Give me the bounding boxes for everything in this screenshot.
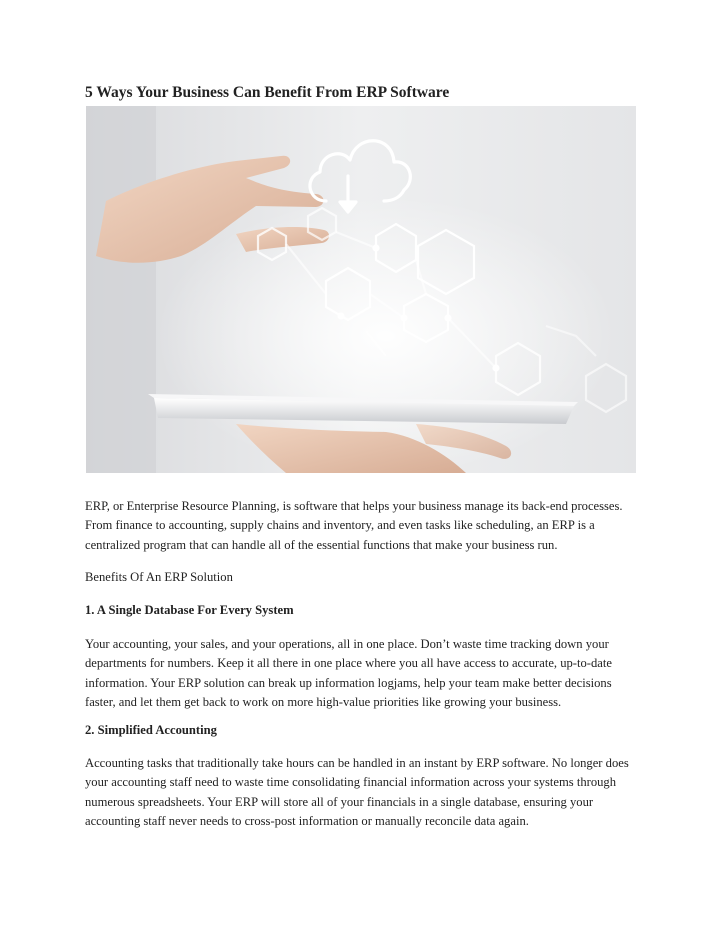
hero-image <box>86 106 636 473</box>
section-heading: 2. Simplified Accounting <box>85 723 217 737</box>
section-heading: 1. A Single Database For Every System <box>85 603 294 617</box>
benefits-heading: Benefits Of An ERP Solution <box>85 570 233 584</box>
document-title: 5 Ways Your Business Can Benefit From ERP Software <box>85 84 450 101</box>
section-body: Your accounting, your sales, and your operations, all in one place. Don’t waste time tracking down your departments for numbers. Keep it all there in one place where you all have access to accurate, up-to-date information. Your ERP solution can break up information logjams, help your team make better decisions faster, and let them get back to work on more high-value priorities like growing your business. <box>85 637 612 710</box>
intro-paragraph: ERP, or Enterprise Resource Planning, is software that helps your business manage its back-end processes. From finance to accounting, supply chains and inventory, and even tasks like scheduling, an ERP is a centralized program that can handle all of the essential functions that make your business run. <box>85 499 623 552</box>
section-body: Accounting tasks that traditionally take hours can be handled in an instant by ERP software. No longer does your accounting staff need to waste time consolidating financial information across your systems through numerous spreadsheets. Your ERP will store all of your financials in a single database, ensuring your accounting staff never needs to cross-post information or manually reconcile data again. <box>85 756 629 829</box>
